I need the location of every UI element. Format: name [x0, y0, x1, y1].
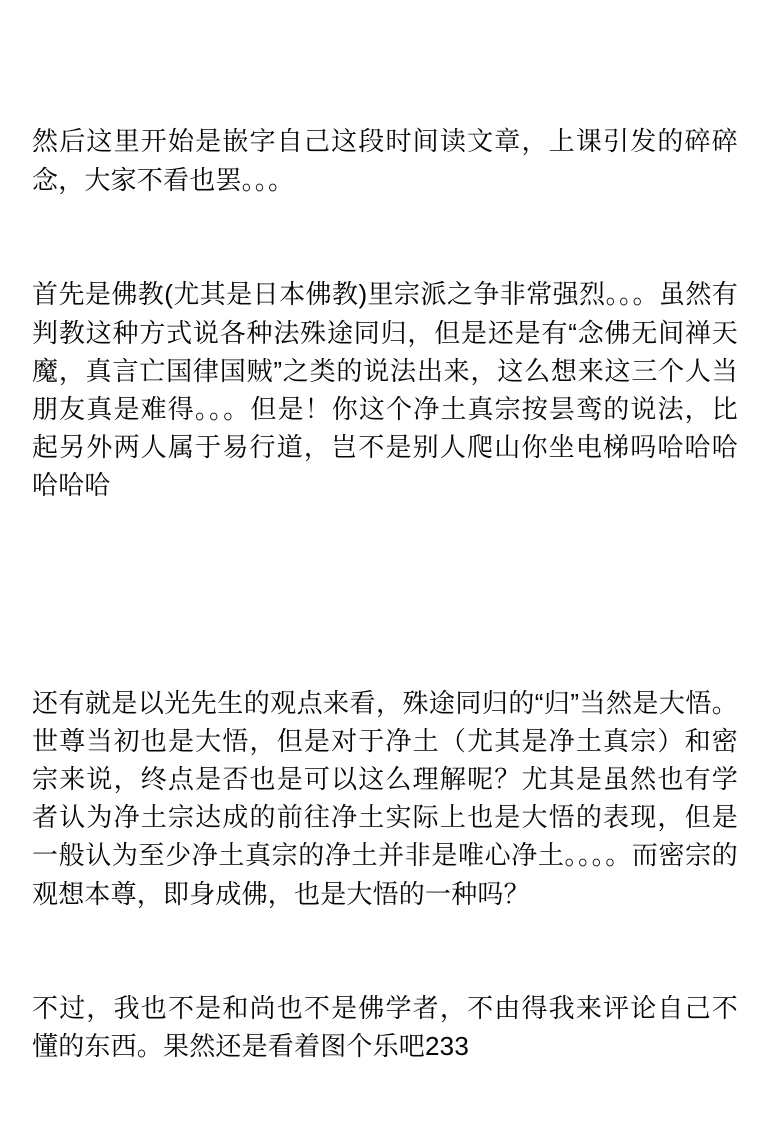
- paragraph-3: 还有就是以光先生的观点来看，殊途同归的“归”当然是大悟。世尊当初也是大悟，但是对于净土（尤其是净土真宗）和密宗来说，终点是否也是可以这么理解呢？尤其是虽然也有学者认为净土宗达成的前往净土实际上也是大悟的表现，但是一般认为至少净土真宗的净土并非是唯心净土。。。。而密宗的观想本尊，即身成佛，也是大悟的一种吗？: [32, 687, 738, 909]
- paragraph-4: 不过，我也不是和尚也不是佛学者，不由得我来评论自己不懂的东西。果然还是看着图个乐吧233: [32, 993, 738, 1062]
- paragraph-2: 首先是佛教(尤其是日本佛教)里宗派之争非常强烈。。。虽然有判教这种方式说各种法殊途同归，但是还是有“念佛无间禅天魔，真言亡国律国贼”之类的说法出来，这么想来这三个人当朋友真是难得。。。但是！你这个净土真宗按昙鸾的说法，比起另外两人属于易行道，岂不是别人爬山你坐电梯吗哈哈哈哈哈哈: [32, 279, 738, 501]
- paragraph-1: 然后这里开始是嵌字自己这段时间读文章，上课引发的碎碎念，大家不看也罢。。。: [32, 126, 738, 195]
- paragraph-spacer: [32, 581, 738, 607]
- text-body: [32, 46, 738, 1142]
